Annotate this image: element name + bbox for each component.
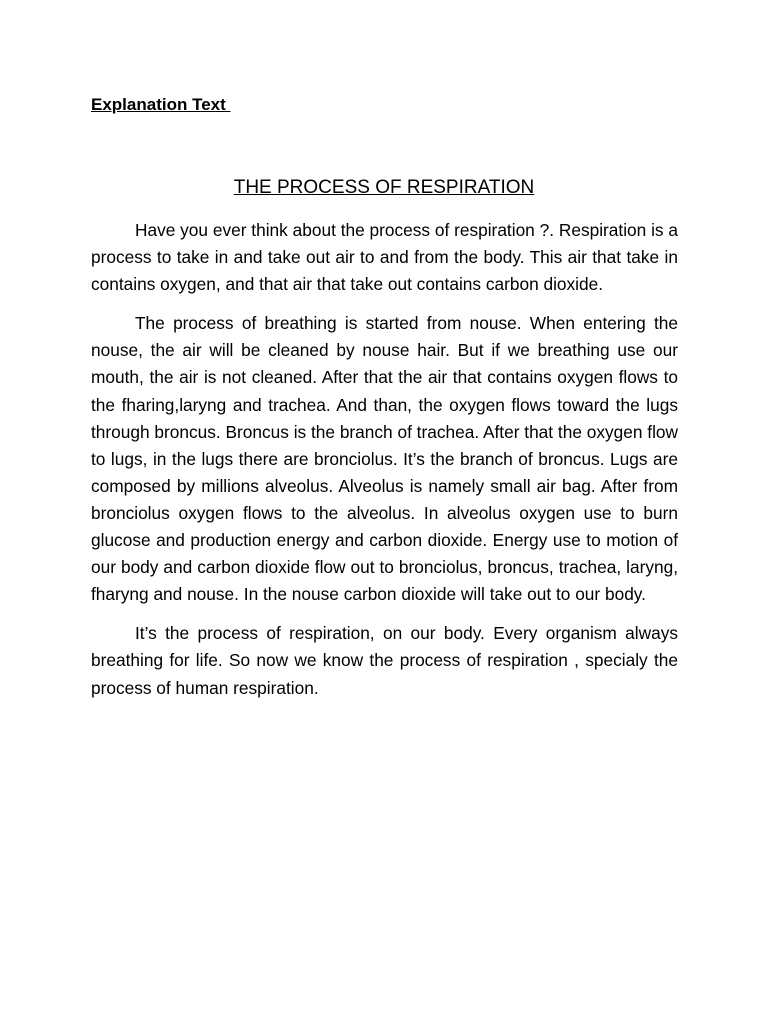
document-body xyxy=(91,217,678,714)
paragraph-conclusion: It’s the process of respiration, on our body. Every organism always breathing for life. So now we know the process of respiration , specialy the process of human respiration. xyxy=(91,623,678,698)
document-title: THE PROCESS OF RESPIRATION xyxy=(233,177,535,198)
paragraph-intro: Have you ever think about the process of respiration ?. Respiration is a process to take in and take out air to and from the body. This air that take in contains oxygen, and that air that take out contains carbon dioxide. xyxy=(91,220,678,295)
paragraph-process: The process of breathing is started from nouse. When entering the nouse, the air will be cleaned by nouse hair. But if we breathing use our mouth, the air is not cleaned. After that the air that contains oxygen flows to the fharing,laryng and trachea. And than, the oxygen flows toward the lugs through broncus. Broncus is the branch of trachea. After that the oxygen flow to lugs, in the lugs there are bronciolus. It’s the branch of broncus. Lugs are composed by millions alveolus. Alveolus is namely small air bag. After from bronciolus oxygen flows to the alveolus. In alveolus oxygen use to burn glucose and production energy and carbon dioxide. Energy use to motion of our body and carbon dioxide flow out to bronciolus, broncus, trachea, laryng, fharyng and nouse. In the nouse carbon dioxide will take out to our body. xyxy=(91,313,678,605)
document-label: Explanation Text xyxy=(91,95,231,114)
